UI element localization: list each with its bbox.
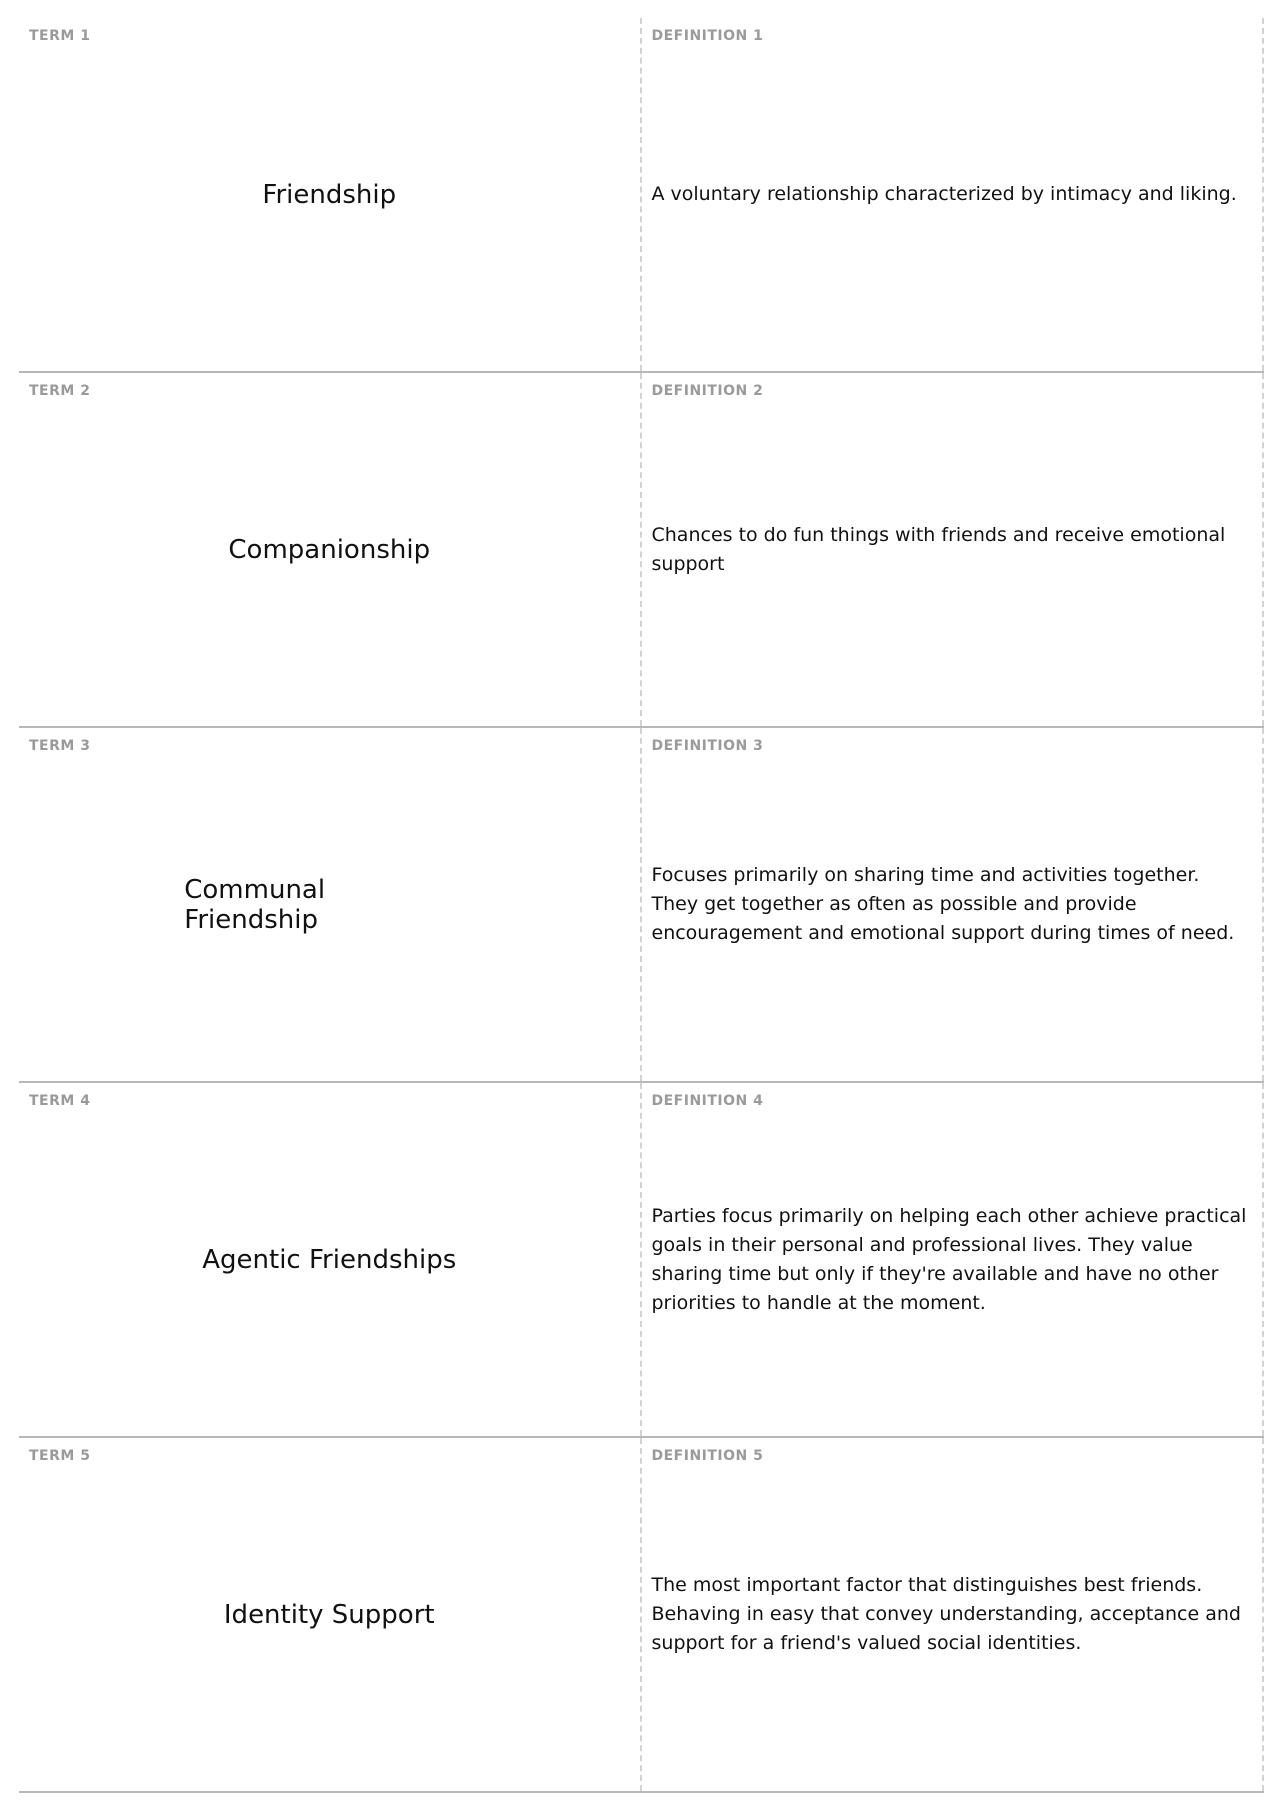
definition-text: Parties focus primarily on helping each other achieve practical goals in their personal and professional lives. They value sharing time but only if they're available and have no other priorities to handle at the moment. — [651, 1204, 1247, 1314]
definition-label: DEFINITION 1 — [651, 28, 764, 44]
definition-text: Chances to do fun things with friends and receive emotional support — [651, 523, 1226, 575]
definition-label: DEFINITION 5 — [651, 1448, 764, 1464]
flashcard-row — [19, 728, 1264, 1083]
term-label: TERM 3 — [29, 738, 91, 754]
term-text: Identity Support — [223, 1599, 435, 1630]
term-cell — [19, 1083, 642, 1436]
term-cell — [19, 1438, 642, 1791]
term-cell — [19, 728, 642, 1081]
definition-cell — [642, 1438, 1265, 1791]
term-text: Agentic Friendships — [202, 1244, 457, 1275]
definition-cell — [642, 18, 1265, 371]
term-label: TERM 5 — [29, 1448, 91, 1464]
definition-cell — [642, 728, 1265, 1081]
definition-label: DEFINITION 4 — [651, 1093, 764, 1109]
term-label: TERM 2 — [29, 383, 91, 399]
term-text: Communal Friendship — [184, 874, 326, 935]
flashcard-row — [19, 373, 1264, 728]
term-label: TERM 1 — [29, 28, 91, 44]
definition-text: The most important factor that distinguishes best friends. Behaving in easy that convey understanding, acceptance and support for a friend's valued social identities. — [651, 1574, 1241, 1654]
term-text: Friendship — [262, 179, 397, 210]
flashcard-row — [19, 1438, 1264, 1793]
term-cell — [19, 18, 642, 371]
term-cell — [19, 373, 642, 726]
flashcard-row — [19, 18, 1264, 373]
definition-cell — [642, 373, 1265, 726]
term-label: TERM 4 — [29, 1093, 91, 1109]
term-text: Companionship — [228, 534, 431, 565]
flashcard-sheet — [19, 18, 1264, 1793]
definition-text: A voluntary relationship characterized by intimacy and liking. — [651, 183, 1237, 205]
definition-label: DEFINITION 3 — [651, 738, 764, 754]
definition-cell — [642, 1083, 1265, 1436]
definition-text: Focuses primarily on sharing time and activities together. They get together as often as possible and provide encouragement and emotional support during times of need. — [651, 864, 1235, 944]
definition-label: DEFINITION 2 — [651, 383, 764, 399]
flashcard-row — [19, 1083, 1264, 1438]
